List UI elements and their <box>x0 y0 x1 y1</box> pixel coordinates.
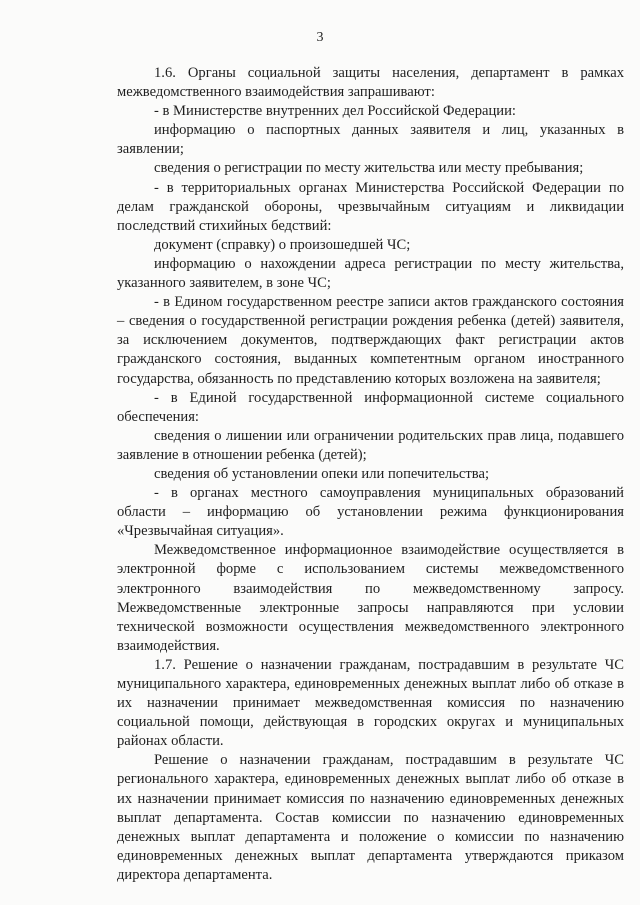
page-number: 3 <box>316 30 324 45</box>
paragraph: - в Министерстве внутренних дел Российской Федерации: <box>154 103 516 120</box>
paragraph: - в Едином государственном реестре записи актов гражданского состояния – сведения о государственной регистрации рождения ребенка (детей) заявителя, за исключением документов, подтверждающих факт регистрации актов гражданского состояния, выданных компетентным органом иностранного государства, обязанность по представлению которых возложена на заявителя; <box>117 294 624 387</box>
paragraph: сведения о лишении или ограничении родительских прав лица, подавшего заявление в отношении ребенка (детей); <box>117 427 624 463</box>
paragraph: Межведомственное информационное взаимодействие осуществляется в электронной форме с использованием системы межведомственного электронного взаимодействия по межведомственному запросу. Межведомственные электронные запросы направляются при условии технической возможности осуществления межведомственного электронного взаимодействия. <box>117 542 624 654</box>
paragraph: - в Единой государственной информационной системе социального обеспечения: <box>117 389 624 425</box>
paragraph: сведения о регистрации по месту жительства или месту пребывания; <box>154 160 584 177</box>
paragraph: сведения об установлении опеки или попечительства; <box>154 465 490 482</box>
paragraph: информацию о паспортных данных заявителя и лиц, указанных в заявлении; <box>117 122 624 158</box>
paragraph: - в территориальных органах Министерства Российской Федерации по делам гражданской обороны, чрезвычайным ситуациям и ликвидации последствий стихийных бедствий: <box>117 179 624 234</box>
paragraph: документ (справку) о произошедшей ЧС; <box>154 236 411 253</box>
paragraph: 1.7. Решение о назначении гражданам, пострадавшим в результате ЧС муниципального характера, единовременных денежных выплат либо об отказе в их назначении принимает межведомственная комиссия по назначению социальной помощи, действующая в городских округах и муниципальных районах области. <box>117 656 624 750</box>
paragraph: - в органах местного самоуправления муниципальных образований области – информацию об установлении режима функционирования «Чрезвычайная ситуация». <box>117 485 624 540</box>
paragraph: Решение о назначении гражданам, пострадавшим в результате ЧС регионального характера, единовременных денежных выплат либо об отказе в их назначении принимает комиссия по назначению единовременных денежных выплат департамента. Состав комиссии по назначению единовременных денежных выплат департамента и положение о комиссии по назначению единовременных денежных выплат департамента утверждаются приказом директора департамента. <box>117 752 624 883</box>
document-body <box>117 64 624 885</box>
paragraph: информацию о нахождении адреса регистрации по месту жительства, указанного заявителем, в зоне ЧС; <box>117 255 624 292</box>
paragraph: 1.6. Органы социальной защиты населения, департамент в рамках межведомственного взаимодействия запрашивают: <box>117 65 624 101</box>
